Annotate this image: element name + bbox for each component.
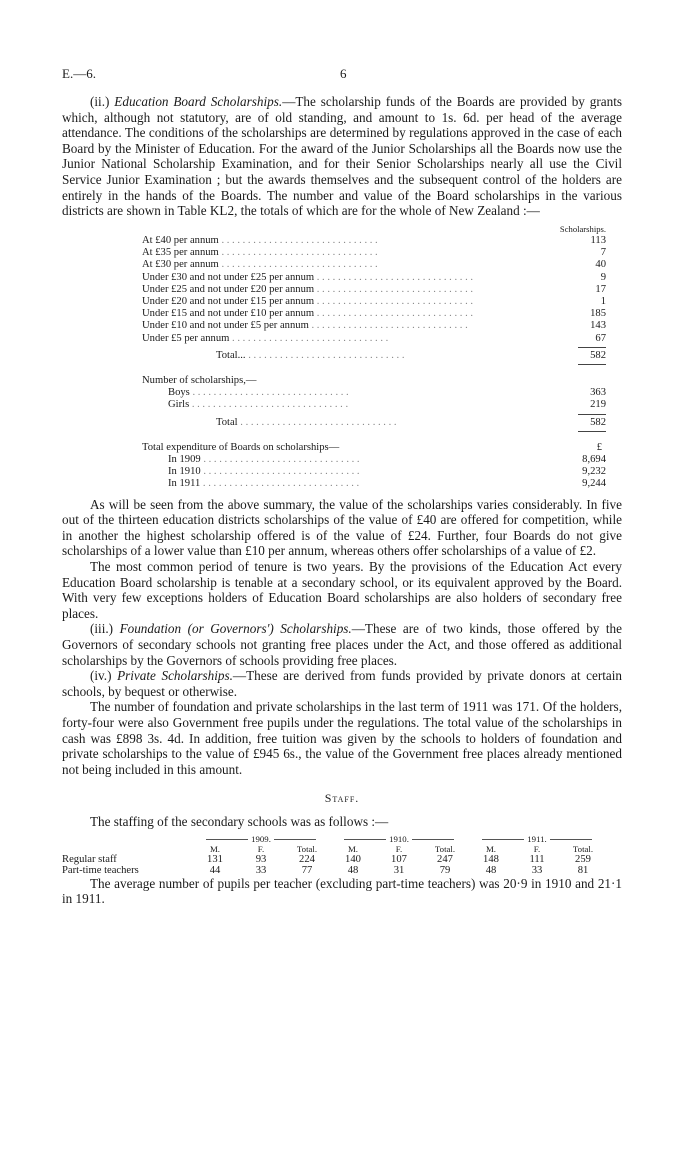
summary-row: Under £10 and not under £5 per annum . . . 143 (142, 320, 606, 332)
foundation-private-number-paragraph: The number of foundation and private scholarships in the last term of 1911 was 171. Of the holders, forty-four were also Government free pupils under the regulations. The total value of the scholarships in cash was £898 3s. 4d. In addition, free tuition was given by the schools to holders of foundation and private scholarships to the value of £945 6s., the value of the Government free places already mentioned not being included in this amount. (62, 699, 622, 777)
foundation-scholarships-paragraph: (iii.) Foundation (or Governors') Scholarships.—These are of two kinds, those offered by the Governors of secondary schools not granting free places under the Act, and those offered as additional scholarships by the Governors of schools providing free places. (62, 621, 622, 668)
staff-intro: The staffing of the secondary schools was as follows :— (90, 814, 389, 830)
expenditure-heading-row: Total expenditure of Boards on scholarships— £ (142, 441, 602, 453)
pupils-per-teacher-paragraph: The average number of pupils per teacher (excluding part-time teachers) was 20·9 in 1910 and 21·1 in 1911. (62, 875, 622, 907)
tenure-paragraph: The most common period of tenure is two years. By the provisions of the Education Act every Education Board scholarship is tenable at a secondary school, or its equivalent approved by the Board. With very few exceptions holders of Education Board scholarships are also holders of secondary free places. (62, 558, 622, 621)
scholarships-column-heading: Scholarships. (559, 223, 606, 234)
education-board-scholarships-paragraph: (ii.) Education Board Scholarships.—The scholarship funds of the Boards are provided by grants which, although not statutory, are of old standing, and amount to 1s. 6d. per head of the average attendance. The conditions of the scholarships are determined by regulations approved in the case of each Board by the Minister of Education. For the award of the Junior Scholarships all the Boards now use the Junior National Scholarship Examination, and for their Senior Scholarships nearly all use the Civil Service Junior Examination ; but the awards themselves and the subsequent control of the holders are entirely in the hands of the Boards. The number and value of the Board scholarships in the various districts are shown in Table KL2, the totals of which are for the whole of New Zealand :— (62, 94, 622, 219)
summary-total-row: Total . . . 582 (142, 417, 606, 429)
summary-total-row: Total... . . . 582 (142, 350, 606, 362)
summary-discussion-paragraph: As will be seen from the above summary, the value of the scholarships varies considerably. In five out of the thirteen education districts scholarships of the value of £40 are offered for competition, while in another the highest scholarship offered is of the value of £24. Further, four Boards do not give scholarships of a lower value than £10 per annum, whereas others offer scholarships of a value of £2. (62, 496, 622, 559)
staff-table (62, 834, 622, 876)
table-row: Regular staff 131 93 224 140 107 247 148 111 259 (62, 853, 591, 865)
document-reference: E.—6. (62, 66, 96, 81)
year-heading: 1911. (468, 834, 606, 844)
page-header (62, 66, 622, 88)
private-scholarships-paragraph: (iv.) Private Scholarships.—These are derived from funds provided by private donors at certain schools, by bequest or otherwise. (62, 668, 622, 699)
summary-row: Girls . . . 219 (142, 399, 606, 411)
summary-row: At £30 per annum . . . 40 (142, 259, 606, 271)
staff-year-header (62, 834, 622, 844)
total-rule (578, 364, 606, 365)
year-heading: 1909. (192, 834, 330, 844)
summary-row: Boys . . . 363 (142, 387, 606, 399)
total-rule (578, 347, 606, 348)
staff-section-title: Staff. (324, 791, 360, 806)
summary-row: At £40 per annum . . . 113 (142, 235, 606, 247)
scholarship-summary-table (142, 223, 606, 491)
number-of-scholarships-heading: Number of scholarships,— (142, 374, 257, 386)
total-rule (578, 431, 606, 432)
year-heading: 1910. (330, 834, 468, 844)
summary-row: In 1910 . . . 9,232 (142, 466, 606, 478)
table-row: Part-time teachers 44 33 77 48 31 79 48 33 81 (62, 864, 589, 876)
summary-row: Under £30 and not under £25 per annum . . . 9 (142, 272, 606, 284)
summary-row: In 1909 . . . 8,694 (142, 454, 606, 466)
document-page (62, 66, 622, 907)
staff-subheader: M. F. Total. M. F. Total. M. F. Total. (209, 843, 594, 854)
summary-row: Under £25 and not under £20 per annum . . . 17 (142, 284, 606, 296)
summary-row: In 1911 . . . 9,244 (142, 478, 606, 490)
page-number: 6 (340, 66, 347, 81)
total-rule (578, 414, 606, 415)
summary-row: At £35 per annum . . . 7 (142, 247, 606, 259)
summary-row: Under £15 and not under £10 per annum . . . 185 (142, 308, 606, 320)
summary-row: Under £5 per annum . . . 67 (142, 333, 606, 345)
summary-row: Under £20 and not under £15 per annum . . . 1 (142, 296, 606, 308)
